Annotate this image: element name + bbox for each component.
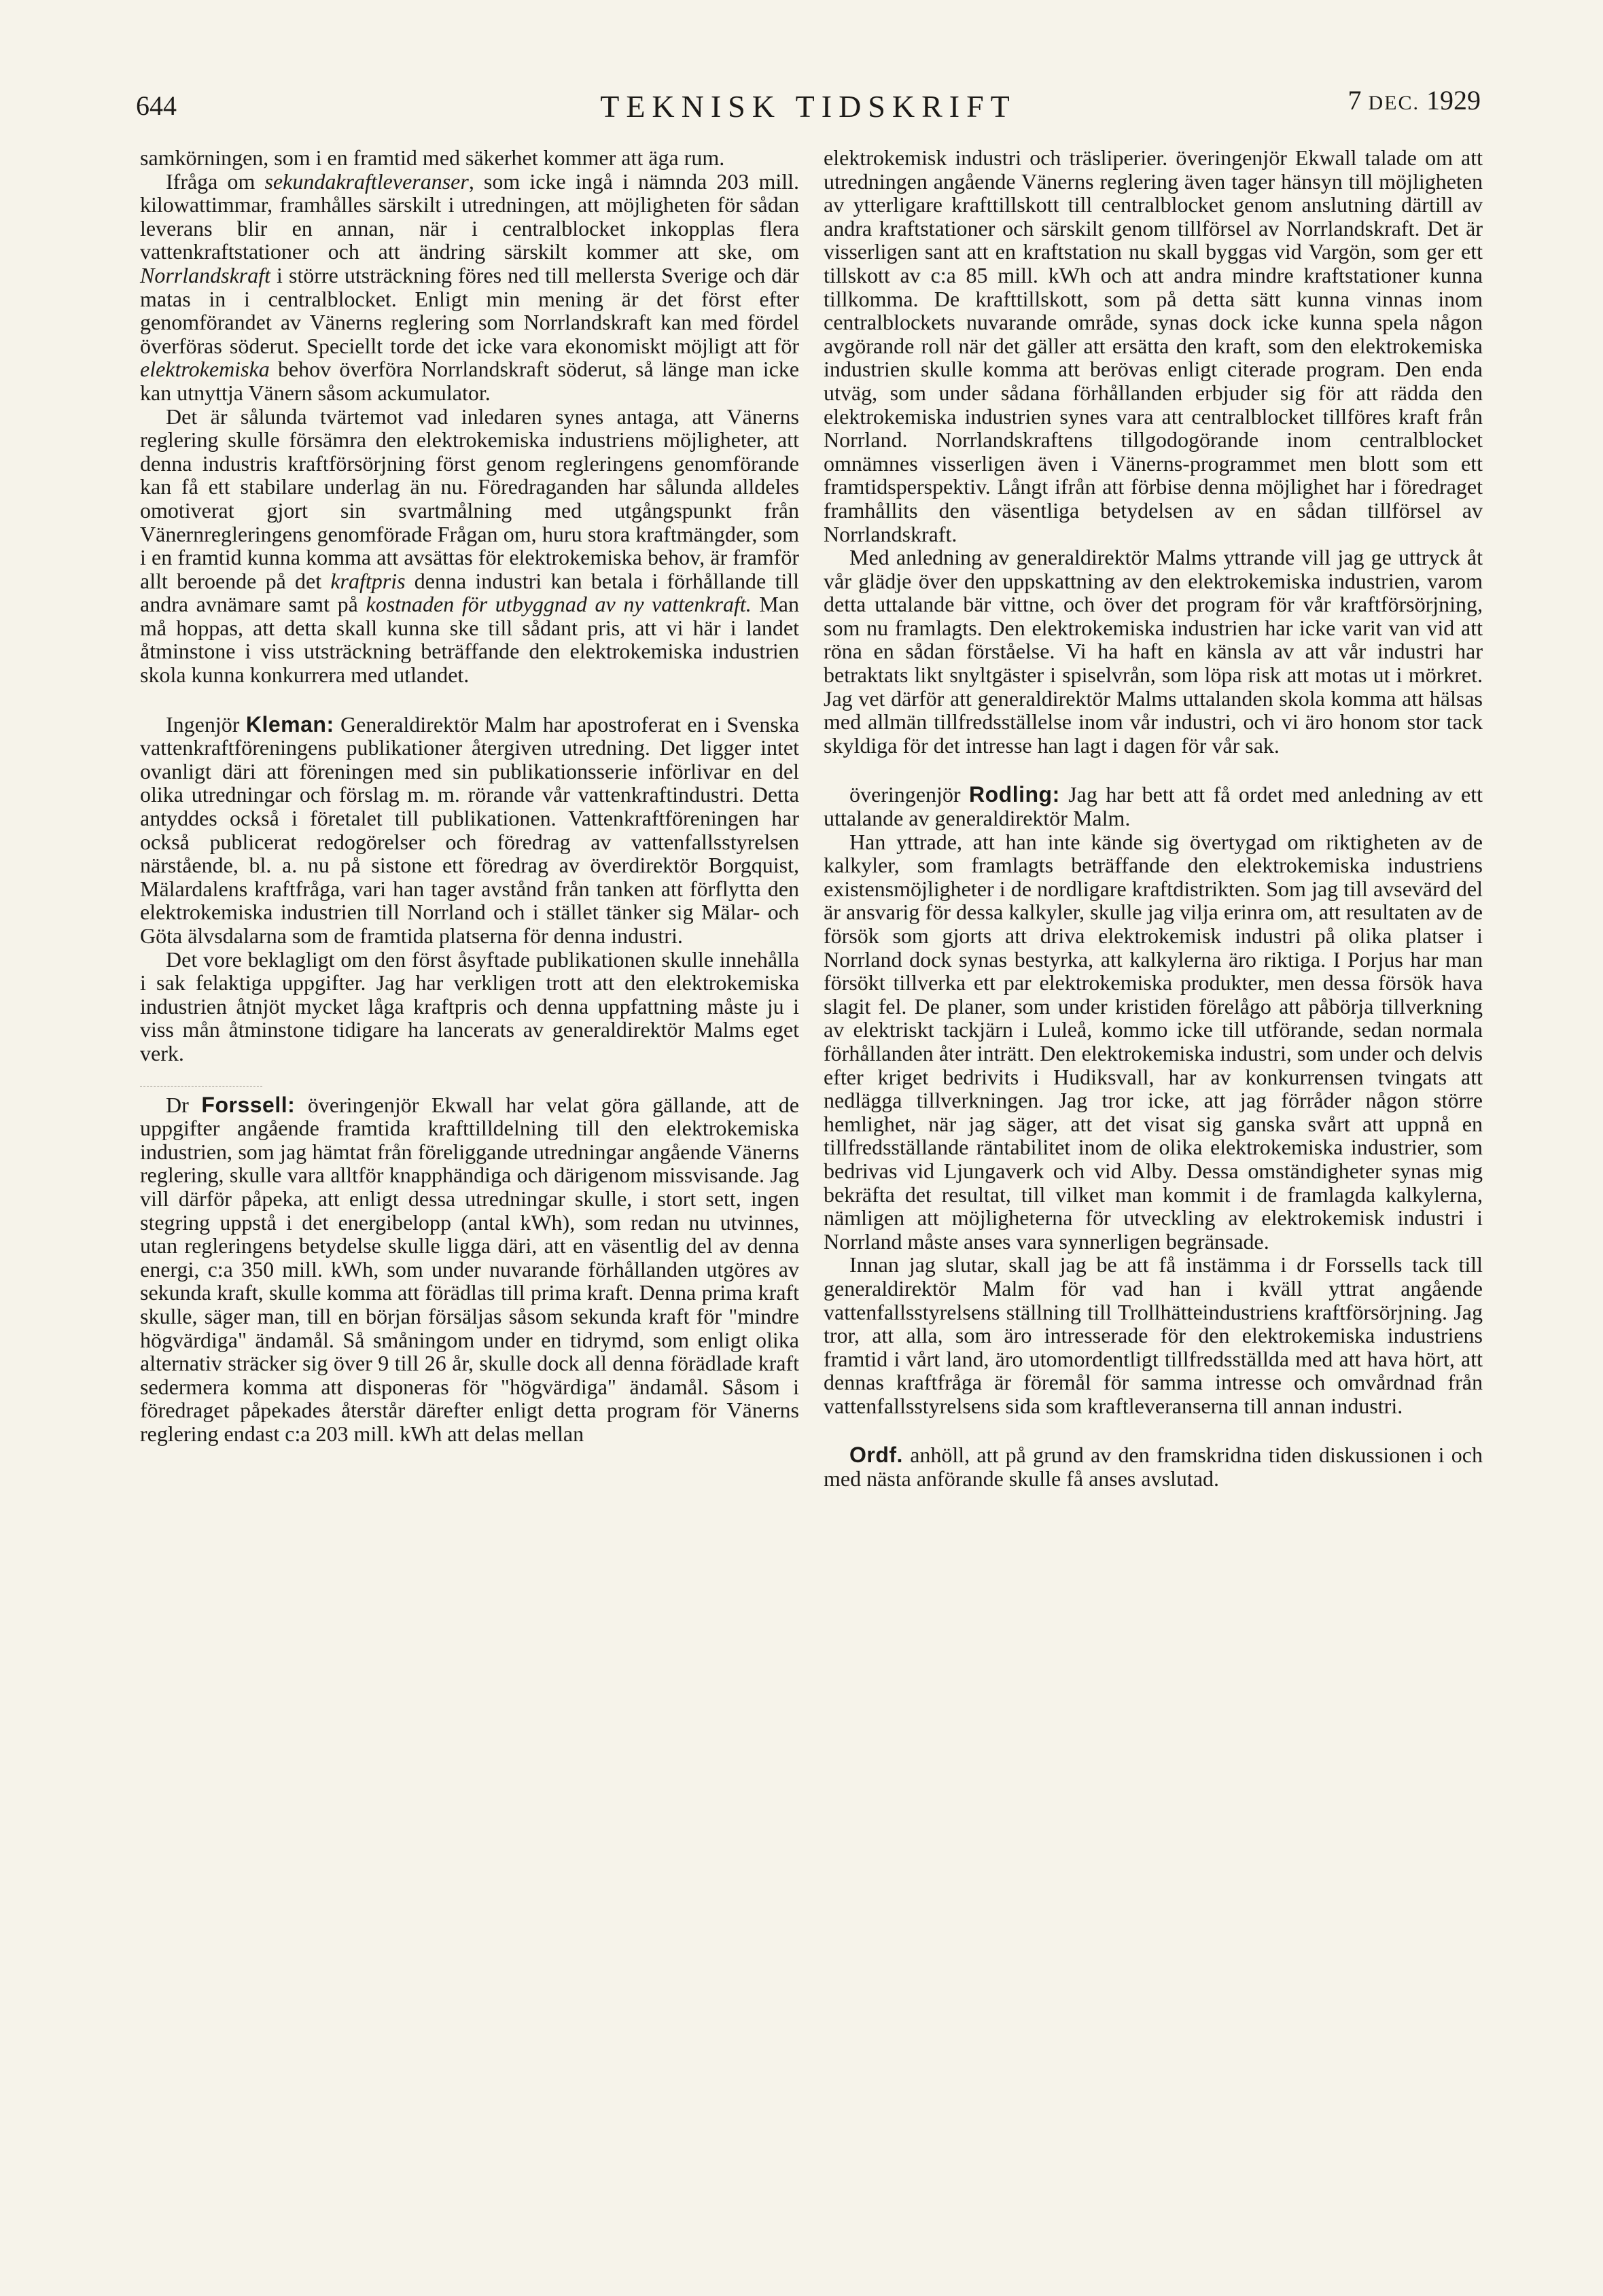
chairman-remark: Ordf. anhöll, att på grund av den framskridna tiden diskussionen i och med nästa anförande skulle få anses avslutad.: [824, 1443, 1483, 1491]
paragraph: Det vore beklagligt om den först åsyftade publikationen skulle innehålla i sak felaktiga uppgifter. Jag har verkligen trott att den elektrokemiska industrien åtnjöt mycket låga kraftpris och denna uppfattning måste ju i viss mån åtminstone tidigare ha lancerats av generaldirektör Malms eget verk.: [140, 947, 799, 1065]
date-day: 7: [1347, 85, 1362, 116]
paragraph: Innan jag slutar, skall jag be att få instämma i dr Forssells tack till generaldirektör Malm för vad han i kväll yttrat angående vattenfallsstyrelsens ställning till Trollhätteindustriens kraftförsörjning. Jag tror, att alla, som äro intresserade för den elektrokemiska industriens framtid i vårt land, äro utomordentligt tillfredsställda med att hava hört, att dennas kraftfråga är föremål för samma intresse och omvårdnad från vattenfallsstyrelsens sida som kraftleveranserna till annan industri.: [824, 1252, 1483, 1418]
paragraph: elektrokemisk industri och träsliperier. överingenjör Ekwall talade om att utredningen angående Vänerns reglering även tager hänsyn till möjligheten av ytterligare krafttillskott till centralblocket genom anslutning därtill av andra kraftstationer och särskilt genom tillförsel av Norrlandskraft. Det är visserligen sant att en kraftstation nu skall byggas vid Vargön, som ger ett tillskott av c:a 85 mill. kWh och att andra mindre kraftstationer kunna tillkomma. De krafttillskott, som på detta sätt kunna vinnas inom centralblockets nuvarande område, synas dock icke kunna spela någon avgörande roll när det gäller att ersätta den kraft, som den elektrokemiska industrien skulle komma att berövas enligt citerade program. Den enda utväg, som under sådana förhållanden erbjuder sig för att rädda den elektrokemiska industrien synes vara att centralblocket tillföres kraft från Norrland. Norrlandskraftens tillgodogörande inom centralblocket omnämnes visserligen även i Vänerns-programmet men blott som ett framtidsperspektiv. Långt ifrån att förbise denna möjlighet har i föredraget framhållits den väsentliga betydelsen av en sådan tillförsel av Norrlandskraft.: [824, 145, 1483, 546]
speech-rodling: överingenjör Rodling: Jag har bett att få ordet med anledning av ett uttalande av generaldirektör Malm.: [824, 782, 1483, 831]
emphasis: sekundakraftleveranser: [264, 169, 469, 194]
section-divider: [140, 1086, 262, 1087]
speaker-name: Forssell:: [201, 1092, 296, 1117]
paragraph: Det är sålunda tvärtemot vad inledaren synes antaga, att Vänerns reglering skulle försämra den elektrokemiska industriens möjligheter, att denna industris kraftförsörjning först genom regleringens genomförande kan få ett stabilare underlag än nu. Föredraganden har sålunda alldeles omotiverat gjort sin svartmålning med utgångspunkt från Vänernregleringens genomförade Frågan om, huru stora kraftmängder, som i en framtid kunna komma att avsättas för elektrokemiska behov, är framför allt beroende på det kraftpris denna industri kan betala i förhållande till andra avnämare samt på kostnaden för utbyggnad av ny vattenkraft. Man må hoppas, att detta skall kunna ske till sådant pris, att vi här i landet åtminstone i viss utsträckning beträffande den elektrokemiska industrien skola kunna konkurrera med utlandet.: [140, 404, 800, 688]
issue-date: [1348, 84, 1481, 116]
right-column: [824, 146, 1483, 1491]
page-number: 644: [136, 90, 177, 121]
journal-title: TEKNISK TIDSKRIFT: [600, 89, 1017, 124]
emphasis: Norrlandskraft: [140, 262, 271, 287]
speaker-name: Kleman:: [245, 711, 334, 737]
speaker-name: Ordf.: [849, 1443, 903, 1468]
date-month: DEC.: [1368, 92, 1420, 114]
paragraph: Han yttrade, att han inte kände sig övertygad om riktigheten av de kalkyler, som framlagts beträffande den elektrokemiska industriens existensmöjligheter i de nordligare kraftdistrikten. Som jag till avsevärd del är ansvarig för dessa kalkyler, skulle jag vilja erinra om, att resultaten av de försök som gjorts att driva elektrokemisk industri på olika platser i Norrland dock synas bestyrka, att kalkylerna äro riktiga. I Porjus har man försökt tillverka ett par elektrokemiska produkter, men dessa försök hava slagit fel. De planer, som under kristiden förelågo att påbörja tillverkning av elektriskt tackjärn i Luleå, kommo icke till utförande, sedan normala förhållanden åter inträtt. Den elektrokemiska industri, som under och delvis efter kriget bedrivits i Hudiksvall, har av konkurrensen tvingats att nedlägga tillverkningen. Jag tror icke, att jag förråder någon större hemlighet, när jag säger, att det visat sig ganska svårt att uppnå en tillfredsställande räntabilitet inom de olika elektrokemiska industrier, som bedrivas vid Ljungaverk och vid Alby. Dessa omständigheter synas mig bekräfta det resultat, till vilket man kommit i de framlagda kalkylerna, nämligen att möjligheterna för utveckling av elektrokemisk industri i Norrland måste anses vara synnerligen begränsade.: [824, 829, 1483, 1254]
left-column: [140, 146, 799, 1445]
paragraph: Med anledning av generaldirektör Malms yttrande vill jag ge uttryck åt vår glädje över den uppskattning av den elektrokemiska industrien, varom detta uttalande bär vittne, och över det program för vår kraftförsörjning, som nu framlagts. Den elektrokemiska industrien har icke varit van vid att röna en sådan förståelse. Vi ha haft en känsla av att vår industri har betraktats likt snyltgäster i spiselvrån, som löpa risk att motas ut i mörkret. Jag vet därför att generaldirektör Malms uttalanden skola komma att hälsas med allmän tillfredsställelse inom vår industri, och vi äro honom stor tack skyldiga för det intresse han lagt i dagen för vår sak.: [824, 545, 1483, 758]
speaker-name: Rodling:: [968, 782, 1060, 807]
emphasis: kraftpris: [330, 568, 406, 593]
emphasis: kostnaden för utbyggnad av ny vattenkraft.: [366, 592, 752, 617]
paragraph: samkörningen, som i en framtid med säkerhet kommer att äga rum.: [140, 145, 725, 170]
emphasis: elektrokemiska: [140, 357, 270, 382]
date-year: 1929: [1426, 85, 1481, 116]
speech-forssell: Dr Forssell: överingenjör Ekwall har velat göra gällande, att de uppgifter angående framtida krafttilldelning till den elektrokemiska industrien, som jag hämtat från föreliggande utredningar angående Vänerns reglering, skulle vara alltför knapphändiga och därigenom missvisande. Jag vill därför påpeka, att enligt dessa utredningar skulle, i stort sett, ingen stegring uppstå i det energibelopp (antal kWh), som redan nu utvinnes, utan regleringens betydelse skulle ligga däri, att en väsentlig del av denna energi, c:a 350 mill. kWh, som under nuvarande förhållanden utgöres av sekunda kraft, skulle komma att förädlas till prima kraft. Denna prima kraft skulle, säger man, till en början försäljas såsom sekunda kraft för "mindre högvärdiga" ändamål. Så småningom under en tidrymd, som enligt olika alternativ sträcker sig över 9 till 26 år, skulle dock all denna förädlade kraft sedermera komma att disponeras för "högvärdiga" ändamål. Såsom i föredraget påpekades återstår därefter enligt detta program för Vänerns reglering endast c:a 203 mill. kWh att delas mellan: [140, 1092, 800, 1446]
paragraph: Ifråga om sekundakraftleveranser, som icke ingå i nämnda 203 mill. kilowattimmar, framhålles särskilt i utredningen, att möjligheten för sådan leverans blir en annan, när i centralblocket inkopplas flera vattenkraftstationer och att ändring särskilt kommer att ske, om Norrlandskraft i större utsträckning föres ned till mellersta Sverige och där matas in i centralblocket. Enligt min mening är det först efter genomförandet av Vänerns reglering som Norrlandskraft kan med fördel överföras söderut. Speciellt torde det icke vara ekonomiskt möjligt att för elektrokemiska behov överföra Norrlandskraft söderut, så länge man icke kan utnyttja Vänern såsom ackumulator.: [140, 169, 800, 405]
speech-kleman: Ingenjör Kleman: Generaldirektör Malm har apostroferat en i Svenska vattenkraftföreningens publikationer återgiven utredning. Det ligger intet ovanligt däri att föreningen med sin publikationsserie införlivar en del olika utredningar och förslag m. m. rörande vår vattenkraftindustri. Detta antyddes också i företalet till publikationen. Vattenkraftföreningen har också publicerat redogörelser och föredrag av vattenfallsstyrelsen närstående, bl. a. nu på sistone ett föredrag av överdirektör Borgquist, Mälardalens kraftfråga, vari han tager avstånd från tanken att förflytta den elektrokemiska industrien till Norrland och i stället tänker sig Mälar- och Göta älvsdalarna som de framtida platserna för denna industri.: [140, 711, 800, 948]
page-header: [136, 80, 1481, 128]
